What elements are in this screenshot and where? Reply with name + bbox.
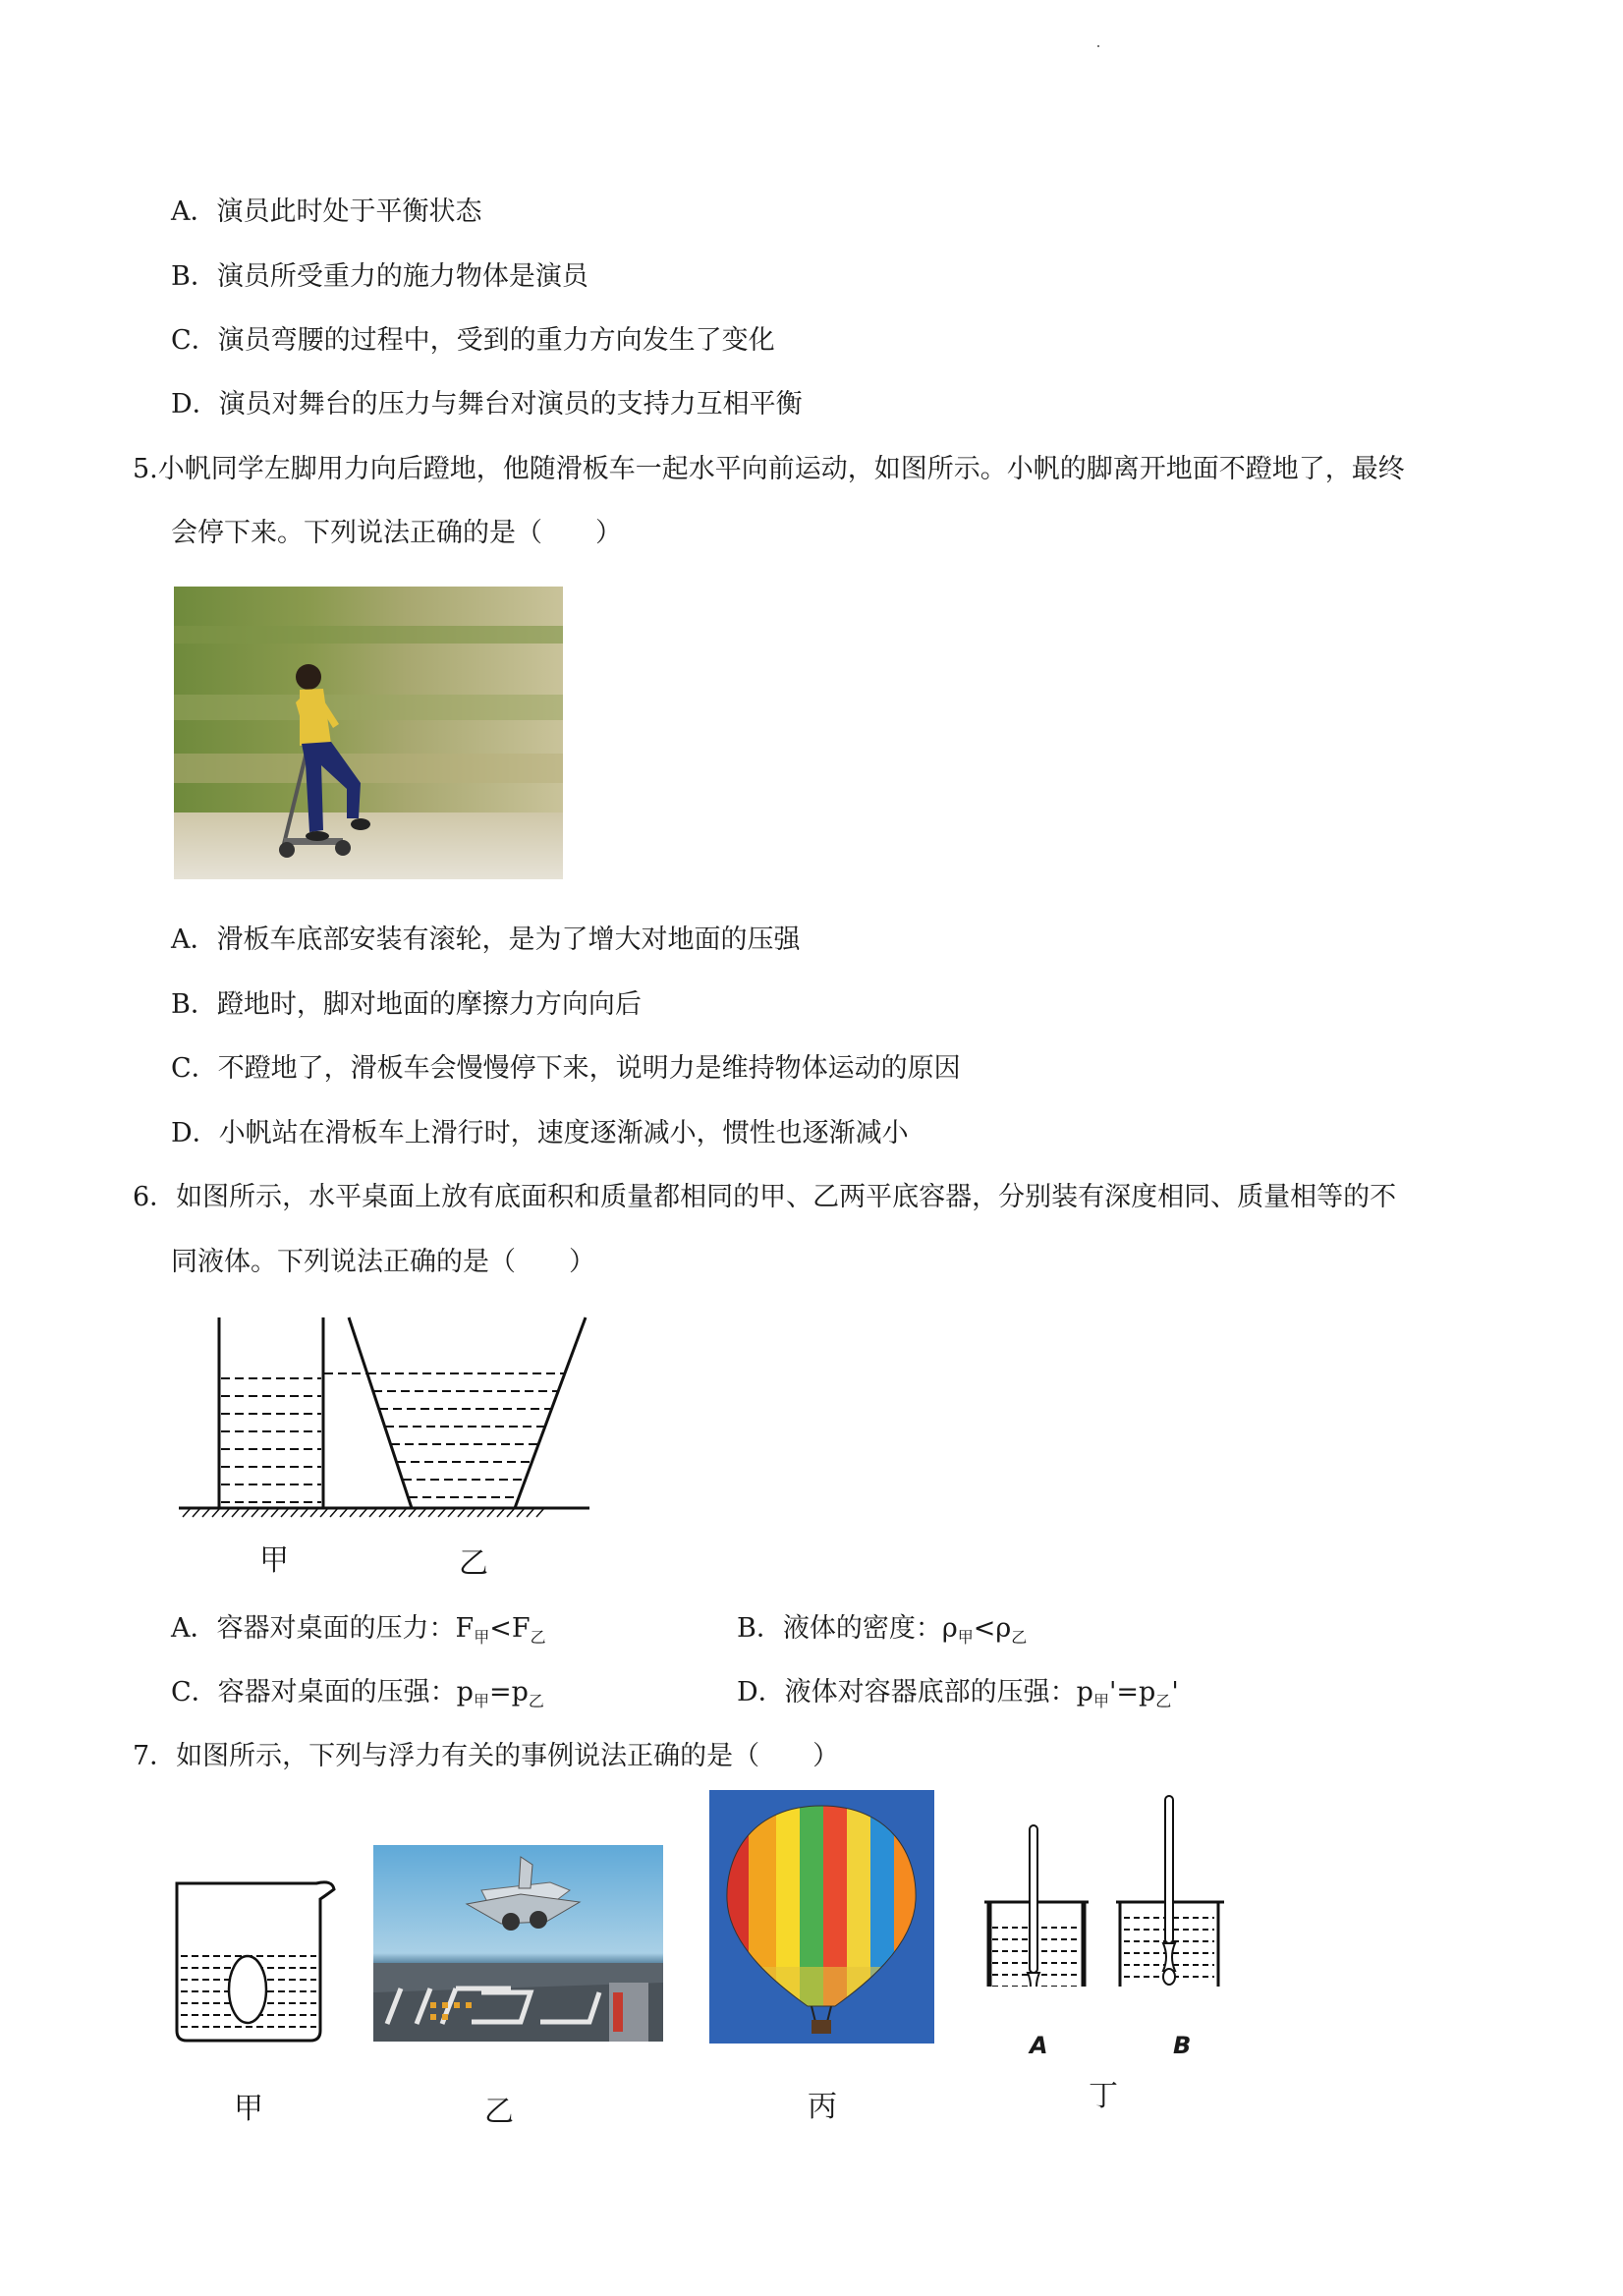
q6-stem-line1: 6．如图所示，水平桌面上放有底面积和质量都相同的甲、乙两平底容器，分别装有深度相同、质量相等的不 xyxy=(133,1182,1397,1212)
q6-stem-line2: 同液体。下列说法正确的是（ ） xyxy=(171,1247,595,1277)
q5-option-c: C．不蹬地了，滑板车会慢慢停下来，说明力是维持物体运动的原因 xyxy=(171,1053,961,1084)
hydrometer-label-a: A xyxy=(1030,2032,1048,2059)
q4-option-a: A．演员此时处于平衡状态 xyxy=(171,196,482,227)
q6-option-d: D．液体对容器底部的压强：$p_甲'=p_乙'$ xyxy=(737,1677,1179,1710)
containers-diagram xyxy=(175,1312,595,1523)
q5-option-b: B．蹬地时，脚对地面的摩擦力方向向后 xyxy=(171,989,642,1020)
q6-option-c: C．容器对桌面的压强：$p_甲=p_乙$ xyxy=(171,1677,544,1710)
hydrometer-label-b: B xyxy=(1173,2032,1192,2059)
fig6-label-jia: 甲 xyxy=(259,1543,289,1578)
q6-option-a: A．容器对桌面的压力：$F_甲<F_乙$ xyxy=(171,1613,546,1647)
fig6-label-yi: 乙 xyxy=(459,1546,488,1581)
q5-stem-line1: 5.小帆同学左脚用力向后蹬地，他随滑板车一起水平向前运动，如图所示。小帆的脚离开地面不蹬地了，最终 xyxy=(133,454,1405,484)
hydrometer-figure xyxy=(979,1790,1240,1987)
q4-option-c: C．演员弯腰的过程中，受到的重力方向发生了变化 xyxy=(171,325,775,356)
balloon-photo xyxy=(709,1790,934,2044)
q5-stem-line2: 会停下来。下列说法正确的是（ ） xyxy=(171,518,622,548)
fig7-label-jia: 甲 xyxy=(234,2092,263,2126)
q6-option-b: B．液体的密度：$\rho_甲<\rho_乙$ xyxy=(737,1613,1028,1647)
fig7-label-yi: 乙 xyxy=(484,2095,514,2129)
fig7-label-ding: 丁 xyxy=(1089,2079,1118,2113)
scooter-photo xyxy=(174,587,563,879)
q7-stem: 7．如图所示，下列与浮力有关的事例说法正确的是（ ） xyxy=(133,1741,840,1771)
q4-option-d: D．演员对舞台的压力与舞台对演员的支持力互相平衡 xyxy=(171,389,803,420)
q4-option-b: B．演员所受重力的施力物体是演员 xyxy=(171,261,588,292)
fig7-label-bing: 丙 xyxy=(808,2090,837,2124)
q5-option-d: D．小帆站在滑板车上滑行时，速度逐渐减小，惯性也逐渐减小 xyxy=(171,1118,909,1148)
beaker-figure xyxy=(169,1874,338,2045)
scan-mark xyxy=(1097,45,1099,47)
jet-photo xyxy=(373,1845,663,2042)
q5-option-a: A．滑板车底部安装有滚轮，是为了增大对地面的压强 xyxy=(171,924,801,955)
